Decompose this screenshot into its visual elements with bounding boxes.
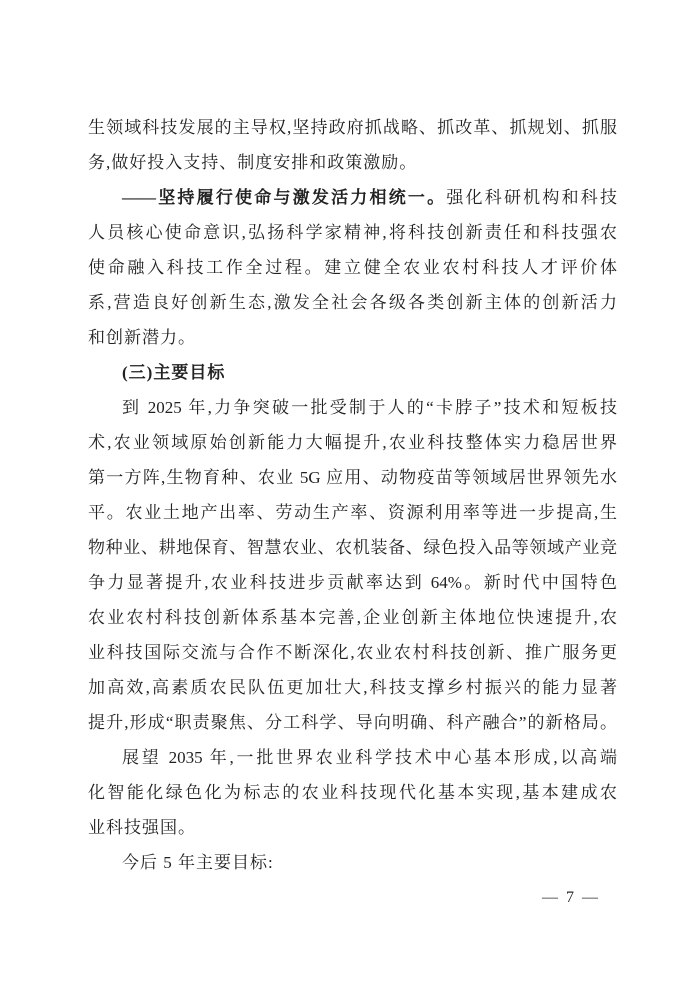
- body-text-line: 第一方阵,生物育种、农业 5G 应用、动物疫苗等领域居世界领先水: [88, 468, 617, 487]
- document-body: [88, 110, 617, 880]
- body-text-line: 今后 5 年主要目标:: [122, 853, 274, 872]
- body-text-line: 农业农村科技创新体系基本完善,企业创新主体地位快速提升,农: [88, 608, 617, 627]
- page-number: — 7 —: [542, 889, 600, 906]
- body-text-line: 加高效,高素质农民队伍更加壮大,科技支撑乡村振兴的能力显著: [88, 678, 617, 697]
- body-text-span: 强化科研机构和科技: [446, 188, 618, 207]
- body-text-line: 业科技强国。: [88, 818, 196, 837]
- body-text-line: 使命融入科技工作全过程。建立健全农业农村科技人才评价体: [88, 258, 617, 277]
- body-text-line: 化智能化绿色化为标志的农业科技现代化基本实现,基本建成农: [88, 783, 617, 802]
- body-text-line: 和创新潜力。: [88, 328, 196, 347]
- body-text-line: 业科技国际交流与合作不断深化,农业农村科技创新、推广服务更: [88, 643, 617, 662]
- section-heading: (三)主要目标: [122, 363, 226, 382]
- body-text-line: 提升,形成“职责聚焦、分工科学、导向明确、科产融合”的新格局。: [88, 713, 617, 732]
- body-text-line: 务,做好投入支持、制度安排和政策激励。: [88, 153, 418, 172]
- body-text-line: [88, 180, 617, 215]
- body-text-line: 术,农业领域原始创新能力大幅提升,农业科技整体实力稳居世界: [88, 433, 617, 452]
- body-text-line: 平。农业土地产出率、劳动生产率、资源利用率等进一步提高,生: [88, 503, 617, 522]
- body-text-line: 人员核心使命意识,弘扬科学家精神,将科技创新责任和科技强农: [88, 223, 617, 242]
- body-text-line: 展望 2035 年,一批世界农业科学技术中心基本形成,以高端: [122, 748, 617, 767]
- body-text-line: 到 2025 年,力争突破一批受制于人的“卡脖子”技术和短板技: [122, 398, 617, 417]
- body-text-line: 系,营造良好创新生态,激发全社会各级各类创新主体的创新活力: [88, 293, 617, 312]
- bold-lead-text: ——坚持履行使命与激发活力相统一。: [122, 188, 447, 207]
- body-text-line: 争力显著提升,农业科技进步贡献率达到 64%。新时代中国特色: [88, 573, 617, 592]
- body-text-line: 生领域科技发展的主导权,坚持政府抓战略、抓改革、抓规划、抓服: [88, 118, 617, 137]
- body-text-line: 物种业、耕地保育、智慧农业、农机装备、绿色投入品等领域产业竞: [88, 538, 617, 557]
